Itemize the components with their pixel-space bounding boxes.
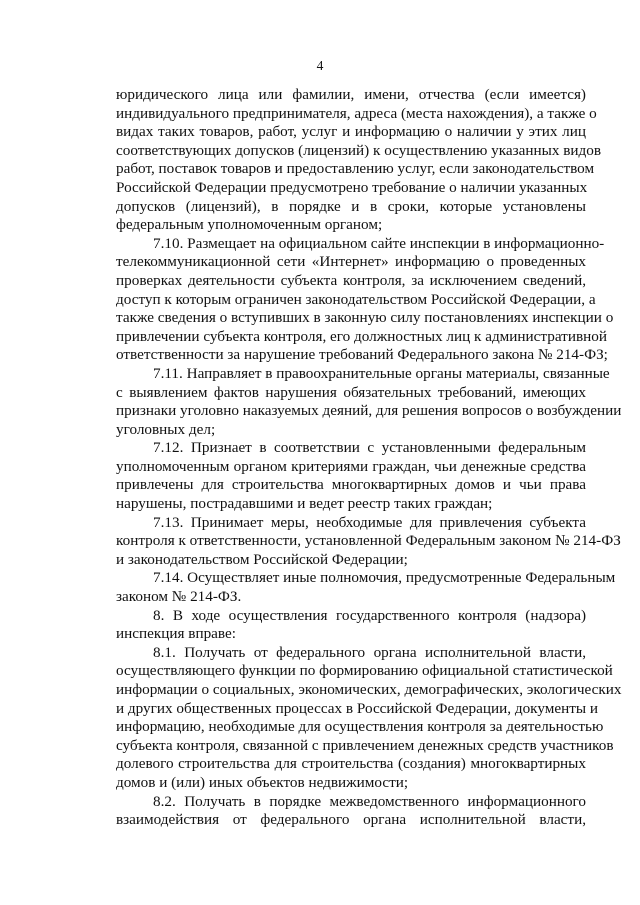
text-line: долевого строительства для строительства (создания) многоквартирных bbox=[116, 755, 586, 773]
text-line: проверках деятельности субъекта контроля, за исключением сведений, bbox=[116, 271, 586, 289]
text-line: также сведения о вступивших в законную силу постановлениях инспекции о bbox=[116, 309, 614, 327]
text-line: субъекта контроля, связанной с привлечением денежных средств участников bbox=[116, 736, 614, 754]
paragraph bbox=[116, 513, 621, 570]
text-line: осуществляющего функции по формированию официальной статистической bbox=[116, 662, 613, 680]
text-line: федеральным уполномоченным органом; bbox=[116, 216, 383, 234]
text-line: 8. В ходе осуществления государственного контроля (надзора) bbox=[153, 606, 586, 624]
text-line: 7.10. Размещает на официальном сайте инспекции в информационно- bbox=[153, 234, 605, 252]
text-line: 8.2. Получать в порядке межведомственного информационного bbox=[153, 792, 586, 810]
text-line: взаимодействия от федерального органа исполнительной власти, bbox=[116, 811, 586, 829]
document-body bbox=[116, 86, 622, 830]
text-line: соответствующих допусков (лицензий) к осуществлению указанных видов bbox=[116, 141, 602, 159]
text-line: уголовных дел; bbox=[116, 420, 216, 438]
paragraph bbox=[116, 364, 622, 439]
text-line: нарушены, пострадавшими и ведет реестр таких граждан; bbox=[116, 495, 493, 513]
text-line: информации о социальных, экономических, демографических, экологических bbox=[116, 681, 622, 698]
text-line: контроля к ответственности, установленной Федеральным законом № 214-ФЗ bbox=[116, 532, 621, 550]
text-line: домов и (или) иных объектов недвижимости; bbox=[116, 773, 409, 791]
paragraph bbox=[116, 793, 586, 830]
text-line: и законодательством Российской Федерации; bbox=[116, 550, 408, 568]
text-line: 7.13. Принимает меры, необходимые для привлечения субъекта bbox=[153, 513, 586, 531]
paragraph bbox=[116, 569, 616, 606]
text-line: допусков (лицензий), в порядке и в сроки, которые установлены bbox=[116, 197, 586, 215]
text-line: 7.14. Осуществляет иные полномочия, предусмотренные Федеральным bbox=[153, 569, 616, 587]
text-line: доступ к которым ограничен законодательством Российской Федерации, а bbox=[116, 290, 596, 308]
text-line: работ, поставок товаров и предоставлению услуг, если законодательством bbox=[116, 160, 595, 178]
text-line: уполномоченным органом критериями граждан, чьи денежные средства bbox=[116, 457, 586, 475]
text-line: и других общественных процессах в Российской Федерации, документы и bbox=[116, 699, 598, 717]
paragraph bbox=[116, 439, 586, 513]
text-line: законом № 214-ФЗ. bbox=[116, 588, 242, 606]
paragraph bbox=[116, 86, 602, 235]
text-line: 7.11. Направляет в правоохранительные органы материалы, связанные bbox=[153, 364, 610, 382]
text-line: признаки уголовно наказуемых деяний, для решения вопросов о возбуждении bbox=[116, 402, 622, 420]
text-line: 7.12. Признает в соответствии с установленными федеральным bbox=[153, 439, 586, 457]
text-line: 8.1. Получать от федерального органа исполнительной власти, bbox=[153, 643, 586, 661]
text-line: индивидуального предпринимателя, адреса (места нахождения), а также о bbox=[116, 104, 597, 122]
paragraph bbox=[116, 607, 586, 644]
text-line: телекоммуникационной сети «Интернет» информацию о проведенных bbox=[116, 253, 586, 271]
text-line: видах таких товаров, работ, услуг и информацию о наличии у этих лиц bbox=[116, 123, 586, 141]
text-line: ответственности за нарушение требований Федерального закона № 214-ФЗ; bbox=[116, 346, 608, 364]
paragraph bbox=[116, 234, 614, 365]
paragraph bbox=[116, 643, 622, 793]
page-number: 4 bbox=[316, 58, 324, 73]
text-line: привлечении субъекта контроля, его должностных лиц к административной bbox=[116, 327, 607, 345]
text-line: информацию, необходимые для осуществления контроля за деятельностью bbox=[116, 718, 604, 736]
text-line: привлечены для строительства многоквартирных домов и чьи права bbox=[116, 476, 586, 494]
text-line: с выявлением фактов нарушения обязательных требований, имеющих bbox=[116, 383, 586, 401]
text-line: Российской Федерации предусмотрено требование о наличии указанных bbox=[116, 178, 588, 196]
text-line: юридического лица или фамилии, имени, отчества (если имеется) bbox=[116, 86, 586, 103]
text-line: инспекция вправе: bbox=[116, 625, 236, 643]
